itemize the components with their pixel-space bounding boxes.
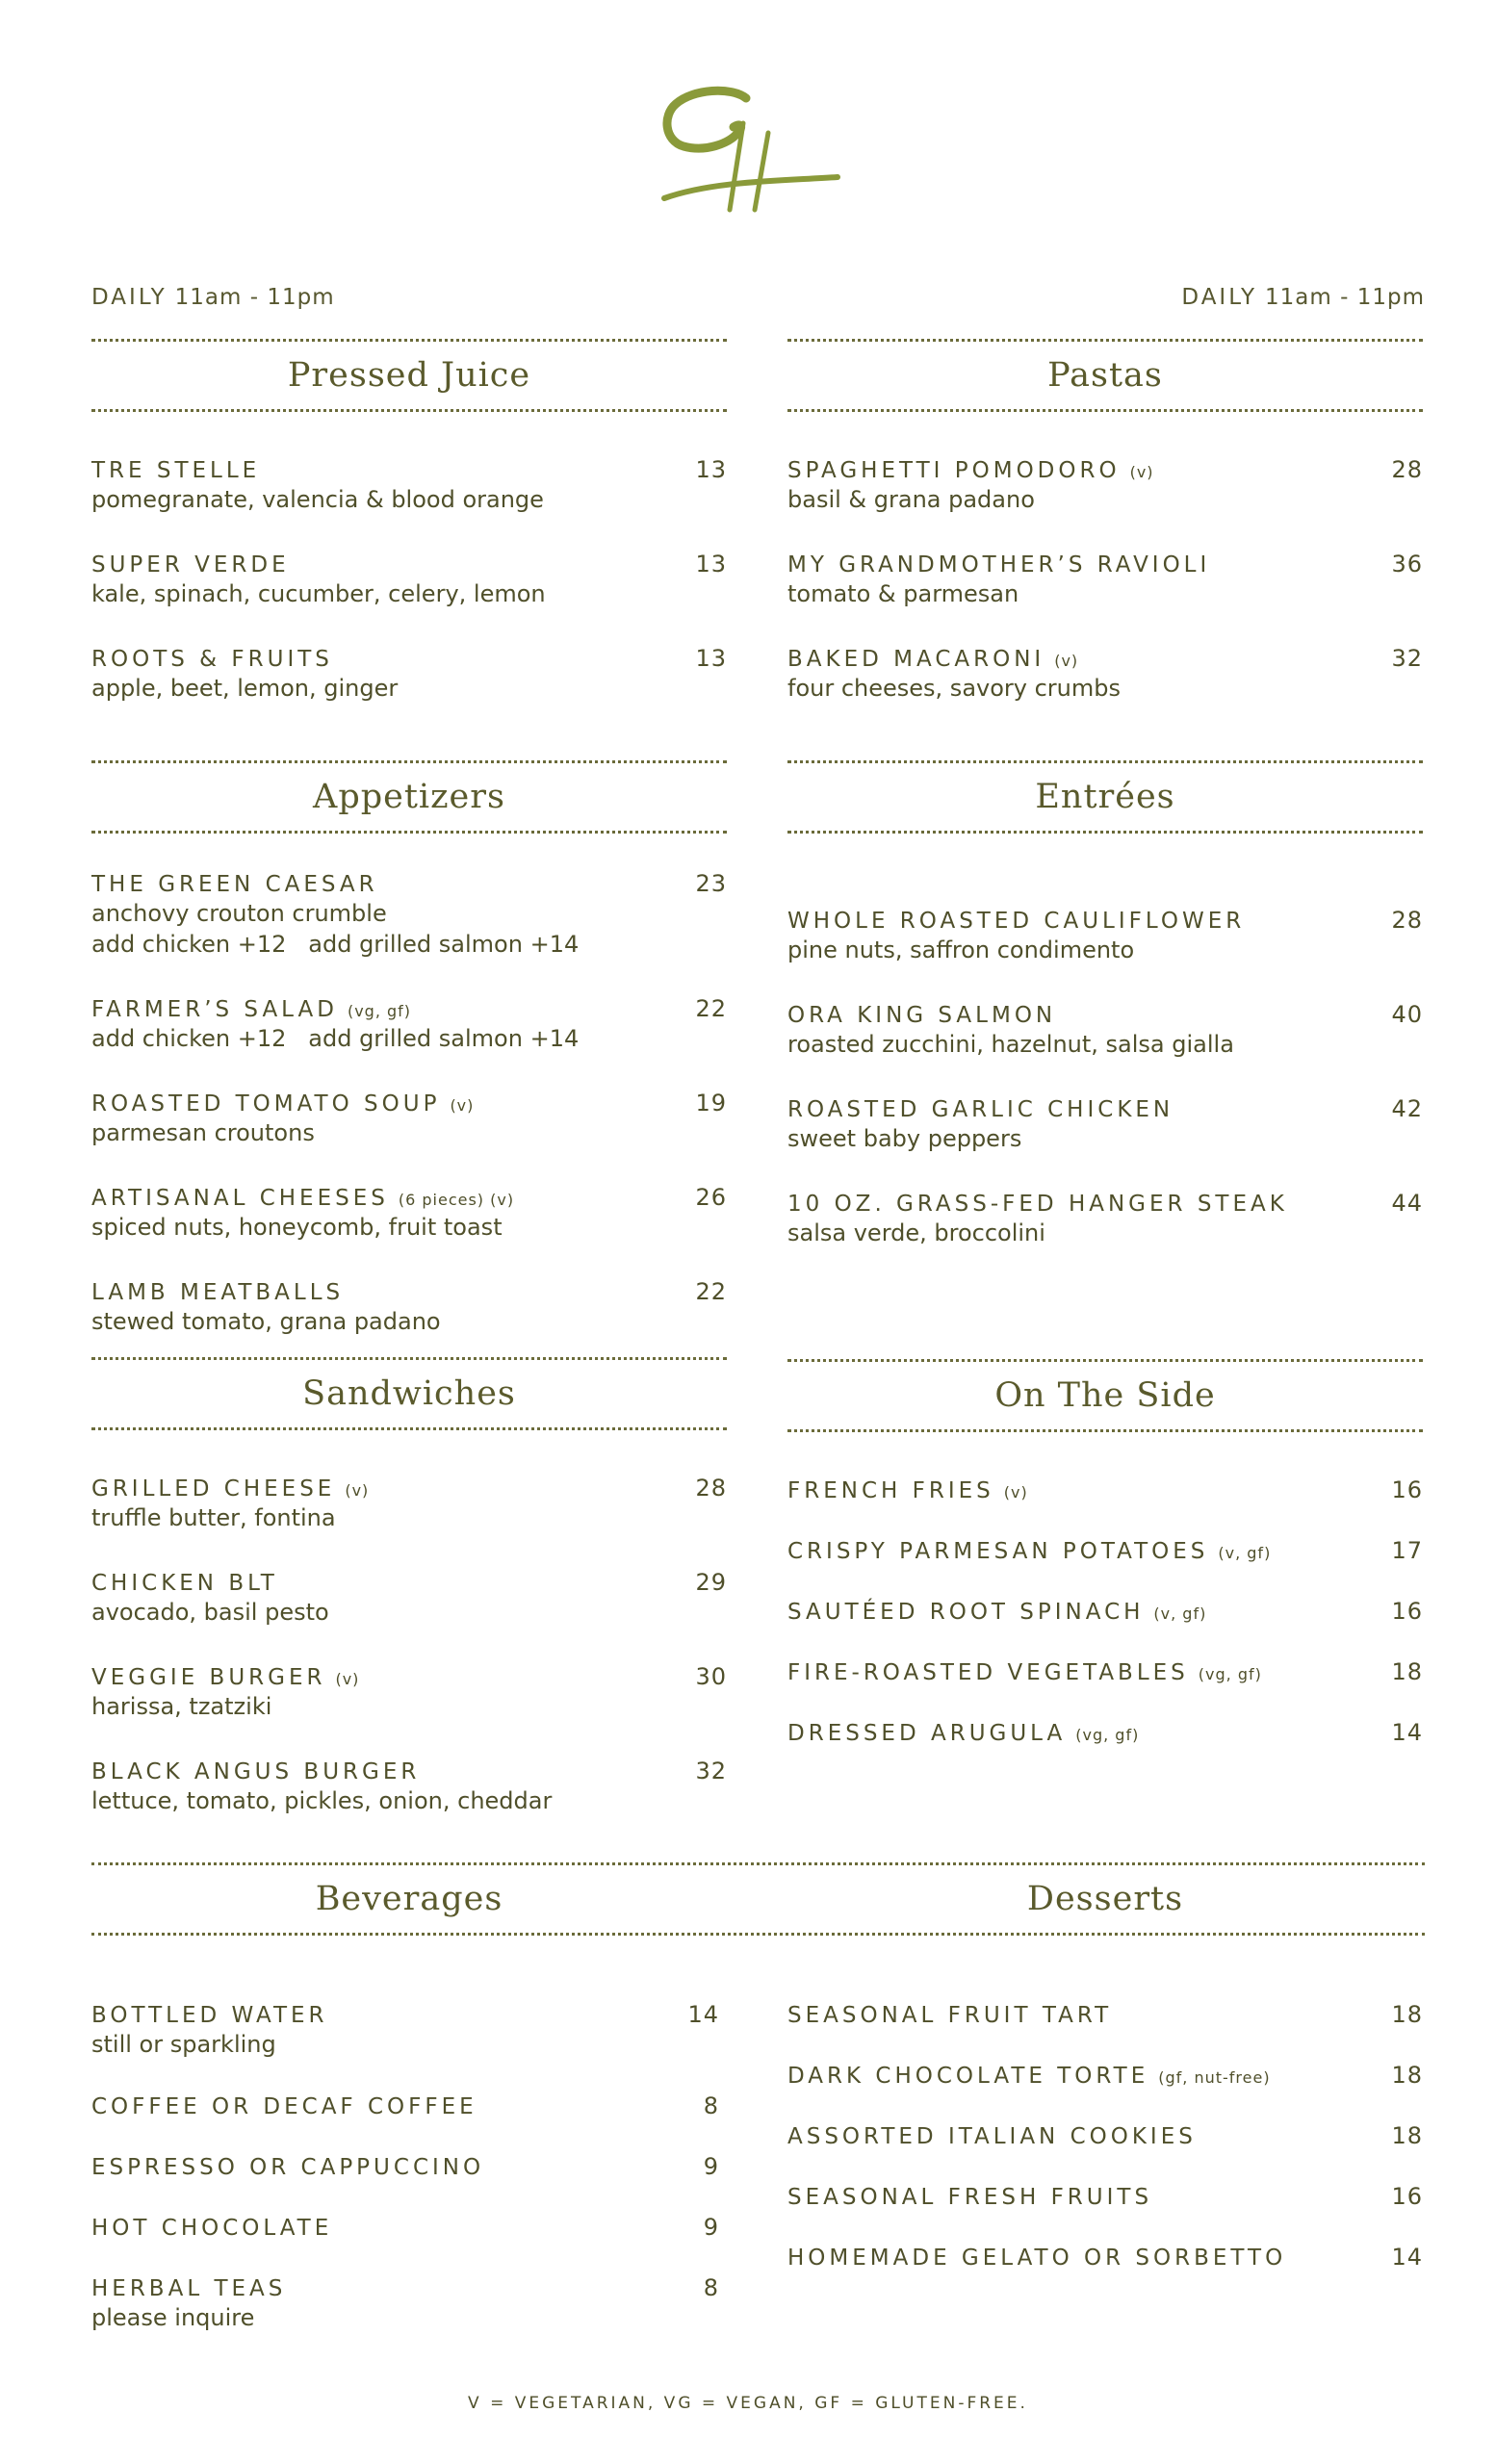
section-title: Pastas xyxy=(1047,356,1163,395)
section-title: Appetizers xyxy=(313,778,505,816)
hours-time: 11am - 11pm xyxy=(174,285,335,310)
hours-label: DAILY xyxy=(91,285,168,310)
item-name: TRE STELLE xyxy=(91,458,261,483)
item-price: 18 xyxy=(1391,2062,1423,2089)
item-name: WHOLE ROASTED CAULIFLOWER xyxy=(787,909,1246,934)
item-name: COFFEE OR DECAF COFFEE xyxy=(91,2094,477,2119)
item-price: 28 xyxy=(695,1475,727,1502)
item-price: 13 xyxy=(695,456,727,483)
item-name xyxy=(91,1091,474,1116)
menu-item xyxy=(91,1663,727,1721)
item-description: lettuce, tomato, pickles, onion, cheddar xyxy=(91,1787,553,1814)
menu-item xyxy=(787,2244,1423,2271)
item-price: 28 xyxy=(1391,907,1423,934)
section-header xyxy=(91,339,727,412)
item-description: harissa, tzatziki xyxy=(91,1693,272,1720)
menu-item xyxy=(787,456,1423,514)
section-desserts xyxy=(787,2001,1423,2304)
item-name: SUPER VERDE xyxy=(91,552,290,578)
menu-item xyxy=(91,1278,727,1336)
item-price: 26 xyxy=(695,1184,727,1211)
hours-right xyxy=(1181,285,1425,310)
item-description: anchovy crouton crumble xyxy=(91,900,387,927)
item-name: ESPRESSO OR CAPPUCCINO xyxy=(91,2155,485,2180)
item-price: 14 xyxy=(1391,2244,1423,2271)
item-description: apple, beet, lemon, ginger xyxy=(91,675,399,702)
menu-item xyxy=(787,907,1423,964)
menu-item xyxy=(91,995,727,1053)
item-description: stewed tomato, grana padano xyxy=(91,1308,441,1335)
item-name-text: DRESSED ARUGULA xyxy=(787,1721,1067,1746)
item-name-text: ROASTED TOMATO SOUP xyxy=(91,1091,441,1116)
menu-item xyxy=(787,1537,1423,1564)
hours-time: 11am - 11pm xyxy=(1265,285,1425,310)
dietary-note: (vg, gf) xyxy=(1075,1726,1140,1744)
menu-item xyxy=(91,1475,727,1532)
item-price: 16 xyxy=(1391,1598,1423,1625)
beverages-desserts-header xyxy=(91,1862,1425,1936)
item-description: pomegranate, valencia & blood orange xyxy=(91,486,544,513)
item-price: 23 xyxy=(695,870,727,897)
menu-item xyxy=(91,456,727,514)
item-name xyxy=(787,1539,1271,1564)
menu-item xyxy=(787,2001,1423,2028)
menu-item xyxy=(787,1190,1423,1247)
item-addons: add chicken +12 add grilled salmon +14 xyxy=(91,1025,580,1052)
item-name: MY GRANDMOTHER’S RAVIOLI xyxy=(787,552,1211,578)
dietary-note: (6 pieces) (v) xyxy=(398,1191,515,1209)
item-name: SEASONAL FRUIT TART xyxy=(787,2003,1113,2028)
section-title: Pressed Juice xyxy=(287,356,531,395)
item-name: HOT CHOCOLATE xyxy=(91,2216,333,2241)
item-price: 42 xyxy=(1391,1095,1423,1122)
item-description: still or sparkling xyxy=(91,2031,276,2058)
menu-item xyxy=(787,1095,1423,1153)
section-on-the-side xyxy=(787,1359,1423,1780)
item-name: LAMB MEATBALLS xyxy=(91,1280,345,1305)
item-name-text: ARTISANAL CHEESES xyxy=(91,1186,389,1211)
item-price: 8 xyxy=(703,2274,719,2301)
item-price: 16 xyxy=(1391,2183,1423,2210)
item-name: ROOTS & FRUITS xyxy=(91,647,333,672)
section-header xyxy=(787,339,1423,412)
menu-item xyxy=(91,870,727,959)
item-name: BLACK ANGUS BURGER xyxy=(91,1759,421,1784)
hours-left xyxy=(91,285,335,310)
item-name-text: FRENCH FRIES xyxy=(787,1478,994,1503)
item-price: 22 xyxy=(695,995,727,1022)
item-price: 32 xyxy=(695,1758,727,1784)
item-name-text: FIRE-ROASTED VEGETABLES xyxy=(787,1660,1189,1685)
menu-item xyxy=(91,1569,727,1627)
section-title: On The Side xyxy=(994,1376,1216,1415)
item-price: 22 xyxy=(695,1278,727,1305)
menu-item xyxy=(787,1658,1423,1685)
dietary-note: (v) xyxy=(335,1670,360,1688)
menu-item xyxy=(787,2183,1423,2210)
section-pastas xyxy=(787,339,1423,739)
item-name xyxy=(787,1721,1139,1746)
section-header xyxy=(91,1357,727,1430)
dietary-note: (v, gf) xyxy=(1218,1544,1272,1562)
menu-item xyxy=(91,2092,719,2119)
dietary-note: (v) xyxy=(1129,463,1154,481)
dietary-note: (v, gf) xyxy=(1153,1604,1207,1623)
item-name-text: BAKED MACARONI xyxy=(787,647,1045,672)
item-description: four cheeses, savory crumbs xyxy=(787,675,1121,702)
item-name: SEASONAL FRESH FRUITS xyxy=(787,2185,1153,2210)
item-price: 36 xyxy=(1391,551,1423,578)
dietary-note: (v) xyxy=(345,1481,370,1500)
menu-item xyxy=(787,2122,1423,2149)
item-name: HERBAL TEAS xyxy=(91,2276,287,2301)
menu-item xyxy=(91,2214,719,2241)
item-name-text: VEGGIE BURGER xyxy=(91,1665,326,1690)
item-description: parmesan croutons xyxy=(91,1119,315,1146)
item-price: 13 xyxy=(695,645,727,672)
item-price: 28 xyxy=(1391,456,1423,483)
item-addons: add chicken +12 add grilled salmon +14 xyxy=(91,931,580,958)
dietary-note: (vg, gf) xyxy=(1198,1665,1262,1683)
item-description: roasted zucchini, hazelnut, salsa gialla xyxy=(787,1031,1234,1058)
section-entrees xyxy=(787,760,1423,1284)
section-sandwiches xyxy=(91,1357,727,1852)
hours-label: DAILY xyxy=(1181,285,1258,310)
item-price: 18 xyxy=(1391,2122,1423,2149)
item-name: CHICKEN BLT xyxy=(91,1571,278,1596)
menu-item xyxy=(91,645,727,703)
item-price: 16 xyxy=(1391,1476,1423,1503)
menu-item xyxy=(91,2153,719,2180)
section-appetizers xyxy=(91,760,727,1373)
item-name: BOTTLED WATER xyxy=(91,2003,328,2028)
section-title-beverages: Beverages xyxy=(315,1880,503,1918)
item-price: 14 xyxy=(687,2001,719,2028)
item-name: HOMEMADE GELATO OR SORBETTO xyxy=(787,2246,1287,2271)
dietary-note: (v) xyxy=(1054,652,1079,670)
item-name xyxy=(91,1476,369,1502)
item-price: 8 xyxy=(703,2092,719,2119)
section-header xyxy=(91,760,727,834)
section-pressed-juice xyxy=(91,339,727,739)
item-description: pine nuts, saffron condimento xyxy=(787,937,1135,963)
item-price: 40 xyxy=(1391,1001,1423,1028)
menu-item xyxy=(787,1719,1423,1746)
item-name-text: SPAGHETTI POMODORO xyxy=(787,458,1121,483)
item-name xyxy=(787,647,1078,672)
item-price: 44 xyxy=(1391,1190,1423,1217)
item-name-text: SAUTÉED ROOT SPINACH xyxy=(787,1600,1145,1625)
item-price: 17 xyxy=(1391,1537,1423,1564)
dietary-note: (gf, nut-free) xyxy=(1158,2068,1271,2087)
section-header xyxy=(787,1359,1423,1432)
menu-item xyxy=(787,1001,1423,1059)
menu-item xyxy=(91,1090,727,1147)
item-description: please inquire xyxy=(91,2304,255,2331)
item-price: 32 xyxy=(1391,645,1423,672)
section-title: Entrées xyxy=(1035,778,1175,816)
item-description: basil & grana padano xyxy=(787,486,1035,513)
item-name: 10 OZ. GRASS-FED HANGER STEAK xyxy=(787,1192,1288,1217)
dietary-legend: V = VEGETARIAN, VG = VEGAN, GF = GLUTEN-FREE. xyxy=(468,2394,1028,2413)
menu-item xyxy=(787,645,1423,703)
menu-item xyxy=(91,1184,727,1242)
item-description: truffle butter, fontina xyxy=(91,1504,336,1531)
item-description: sweet baby peppers xyxy=(787,1125,1022,1152)
item-name-text: GRILLED CHEESE xyxy=(91,1476,336,1502)
item-price: 9 xyxy=(703,2153,719,2180)
item-description: salsa verde, broccolini xyxy=(787,1219,1045,1246)
menu-item xyxy=(787,2062,1423,2089)
item-price: 29 xyxy=(695,1569,727,1596)
item-name xyxy=(787,1600,1206,1625)
item-price: 14 xyxy=(1391,1719,1423,1746)
dietary-note: (vg, gf) xyxy=(347,1002,412,1020)
section-header xyxy=(787,760,1423,834)
menu-item xyxy=(91,551,727,608)
menu-item xyxy=(91,1758,727,1815)
item-description: tomato & parmesan xyxy=(787,580,1019,607)
item-name xyxy=(787,1660,1262,1685)
item-description: spiced nuts, honeycomb, fruit toast xyxy=(91,1214,503,1241)
item-name: THE GREEN CAESAR xyxy=(91,872,378,897)
item-description: kale, spinach, cucumber, celery, lemon xyxy=(91,580,546,607)
item-name-text: CRISPY PARMESAN POTATOES xyxy=(787,1539,1209,1564)
item-name xyxy=(787,1478,1028,1503)
item-name-text: FARMER’S SALAD xyxy=(91,997,338,1022)
item-name xyxy=(787,2064,1271,2089)
menu-item xyxy=(91,2274,719,2332)
section-title: Sandwiches xyxy=(302,1374,516,1413)
item-price: 18 xyxy=(1391,1658,1423,1685)
item-name: ASSORTED ITALIAN COOKIES xyxy=(787,2124,1197,2149)
menu-item xyxy=(787,551,1423,608)
menu-item xyxy=(91,2001,719,2059)
item-description: avocado, basil pesto xyxy=(91,1599,329,1626)
menu-item xyxy=(787,1598,1423,1625)
item-name xyxy=(91,997,411,1022)
dietary-note: (v) xyxy=(1003,1483,1028,1502)
item-name xyxy=(91,1665,359,1690)
section-title-desserts: Desserts xyxy=(1026,1880,1184,1918)
item-name: ORA KING SALMON xyxy=(787,1003,1057,1028)
item-price: 18 xyxy=(1391,2001,1423,2028)
item-price: 13 xyxy=(695,551,727,578)
item-price: 9 xyxy=(703,2214,719,2241)
item-price: 19 xyxy=(695,1090,727,1116)
section-beverages xyxy=(91,2001,719,2366)
menu-item xyxy=(787,1476,1423,1503)
item-price: 30 xyxy=(695,1663,727,1690)
dietary-note: (v) xyxy=(450,1096,475,1115)
item-name-text: DARK CHOCOLATE TORTE xyxy=(787,2064,1149,2089)
item-name xyxy=(787,458,1154,483)
item-name xyxy=(91,1186,514,1211)
restaurant-logo-icon xyxy=(655,85,847,229)
item-name: ROASTED GARLIC CHICKEN xyxy=(787,1097,1174,1122)
